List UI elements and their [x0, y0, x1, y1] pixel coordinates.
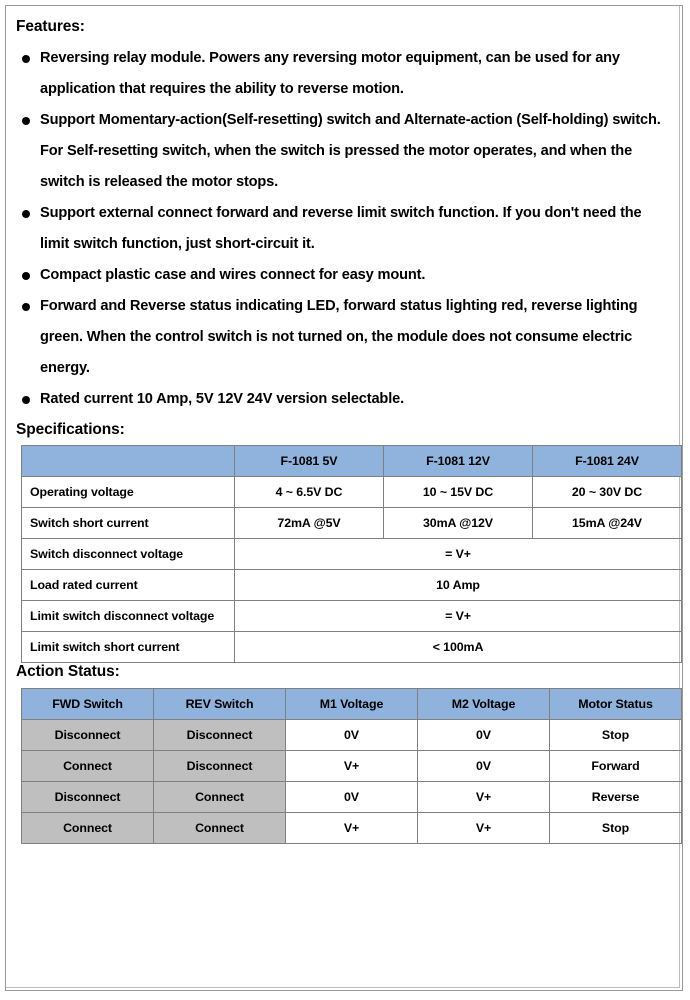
table-row [22, 601, 682, 632]
feature-text: Reversing relay module. Powers any reversing motor equipment, can be used for any application that requires the ability to reverse motion. [40, 49, 620, 97]
table-row [22, 508, 682, 539]
status-cell-rev: Connect [154, 781, 286, 812]
feature-item [16, 291, 669, 384]
spec-header-blank [22, 446, 235, 477]
status-header-m2-voltage: M2 Voltage [418, 688, 550, 719]
status-cell-m1: 0V [286, 781, 418, 812]
status-header-m1-voltage: M1 Voltage [286, 688, 418, 719]
spec-row-label: Switch short current [22, 508, 235, 539]
status-header-rev-switch: REV Switch [154, 688, 286, 719]
status-cell-m2: V+ [418, 812, 550, 843]
spec-header-5v: F-1081 5V [235, 446, 384, 477]
status-cell-m2: 0V [418, 750, 550, 781]
status-header-motor-status: Motor Status [550, 688, 682, 719]
table-row [22, 750, 682, 781]
table-row [22, 570, 682, 601]
table-header-row [22, 446, 682, 477]
bullet-icon [22, 198, 31, 229]
spec-row-label: Limit switch disconnect voltage [22, 601, 235, 632]
table-row [22, 719, 682, 750]
status-header-fwd-switch: FWD Switch [22, 688, 154, 719]
status-cell-fwd: Connect [22, 812, 154, 843]
feature-text: Forward and Reverse status indicating LED, forward status lighting red, reverse lighting green. When the control switch is not turned on, the module does not consume electric energy. [40, 297, 638, 376]
spec-cell-merged: = V+ [235, 539, 682, 570]
page-inner-frame [6, 6, 680, 988]
feature-item [16, 384, 669, 415]
table-row [22, 812, 682, 843]
spec-row-label: Operating voltage [22, 477, 235, 508]
table-header-row [22, 688, 682, 719]
feature-item [16, 198, 669, 260]
spec-header-24v: F-1081 24V [533, 446, 682, 477]
action-status-table-wrap [16, 688, 669, 844]
feature-item [16, 260, 669, 291]
spec-cell: 15mA @24V [533, 508, 682, 539]
feature-text: Support external connect forward and reverse limit switch function. If you don't need the limit switch function, just short-circuit it. [40, 204, 642, 252]
spec-cell-merged: < 100mA [235, 632, 682, 663]
feature-text: Rated current 10 Amp, 5V 12V 24V version selectable. [40, 390, 404, 407]
table-row [22, 781, 682, 812]
status-cell-m1: V+ [286, 812, 418, 843]
table-row [22, 632, 682, 663]
feature-item [16, 105, 669, 198]
bullet-icon [22, 260, 31, 291]
table-row [22, 477, 682, 508]
feature-item [16, 43, 669, 105]
document-page [5, 5, 683, 991]
spec-cell-merged: 10 Amp [235, 570, 682, 601]
bullet-icon [22, 105, 31, 136]
spec-header-12v: F-1081 12V [384, 446, 533, 477]
feature-text: Compact plastic case and wires connect for easy mount. [40, 266, 426, 283]
spec-cell: 30mA @12V [384, 508, 533, 539]
status-cell-fwd: Disconnect [22, 719, 154, 750]
specifications-table-wrap [16, 445, 669, 663]
status-cell-rev: Disconnect [154, 750, 286, 781]
status-cell-fwd: Connect [22, 750, 154, 781]
features-list [16, 43, 669, 415]
features-heading: Features: [16, 18, 85, 35]
bullet-icon [22, 43, 31, 74]
status-cell-motor: Stop [550, 812, 682, 843]
spec-cell-merged: = V+ [235, 601, 682, 632]
bullet-icon [22, 384, 31, 415]
spec-cell: 20 ~ 30V DC [533, 477, 682, 508]
spec-cell: 4 ~ 6.5V DC [235, 477, 384, 508]
spec-row-label: Limit switch short current [22, 632, 235, 663]
status-cell-m1: 0V [286, 719, 418, 750]
specifications-table [21, 445, 682, 663]
status-cell-m1: V+ [286, 750, 418, 781]
feature-text: Support Momentary-action(Self-resetting) switch and Alternate-action (Self-holding) switch. For Self-resetting switch, when the switch is pressed the motor operates, and when the switch is released the motor stops. [40, 111, 661, 190]
spec-cell: 72mA @5V [235, 508, 384, 539]
spec-row-label: Switch disconnect voltage [22, 539, 235, 570]
status-cell-m2: V+ [418, 781, 550, 812]
status-cell-motor: Forward [550, 750, 682, 781]
spec-row-label: Load rated current [22, 570, 235, 601]
specifications-heading: Specifications: [16, 420, 125, 438]
document-content [6, 6, 679, 844]
status-cell-fwd: Disconnect [22, 781, 154, 812]
action-status-heading: Action Status: [16, 663, 120, 681]
action-status-table [21, 688, 682, 844]
table-row [22, 539, 682, 570]
status-cell-rev: Disconnect [154, 719, 286, 750]
status-cell-rev: Connect [154, 812, 286, 843]
bullet-icon [22, 291, 31, 322]
spec-cell: 10 ~ 15V DC [384, 477, 533, 508]
status-cell-motor: Stop [550, 719, 682, 750]
status-cell-motor: Reverse [550, 781, 682, 812]
status-cell-m2: 0V [418, 719, 550, 750]
